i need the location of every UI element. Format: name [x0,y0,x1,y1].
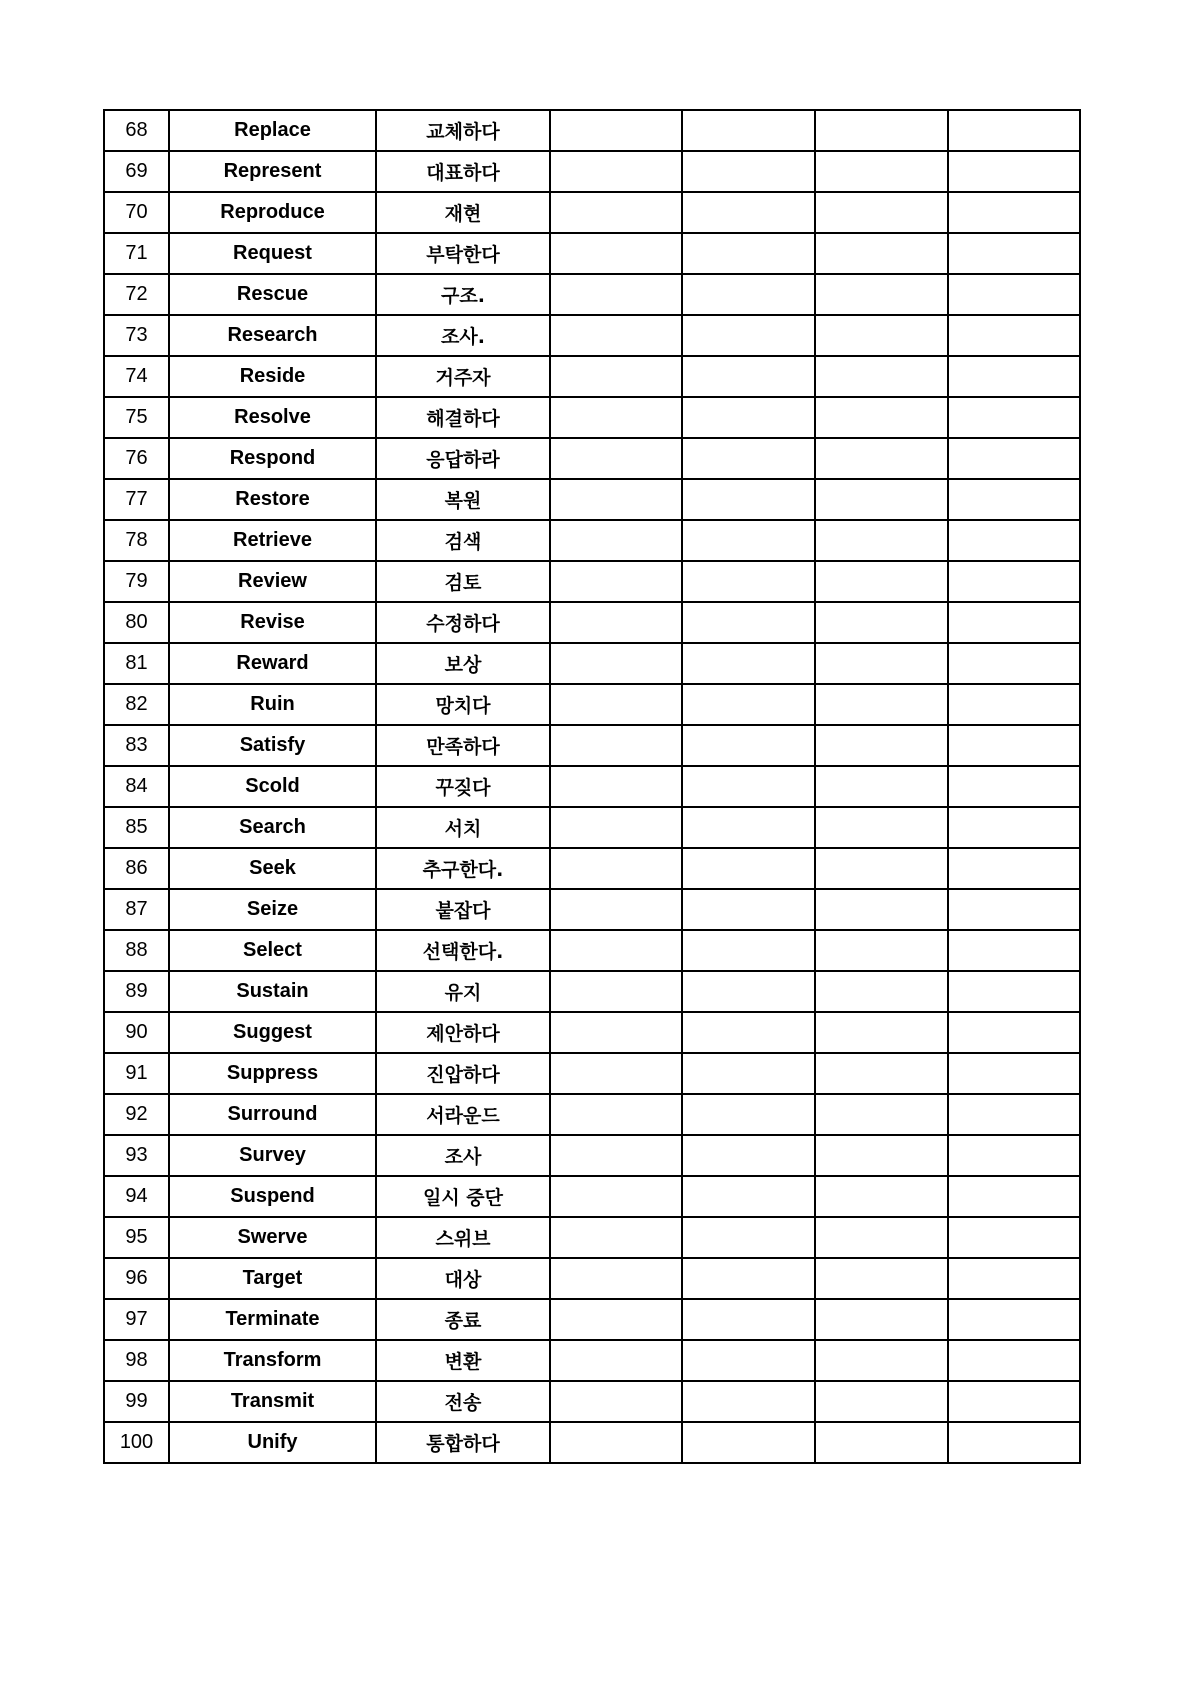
blank-cell [550,725,682,766]
blank-cell [948,1217,1080,1258]
blank-cell [948,889,1080,930]
blank-cell [550,1135,682,1176]
table-row [104,684,1080,725]
english-word: Replace [169,110,376,151]
english-word: Suspend [169,1176,376,1217]
row-number: 81 [104,643,169,684]
korean-meaning: 대표하다 [376,151,550,192]
blank-cell [550,848,682,889]
blank-cell [550,1340,682,1381]
korean-meaning: 구조. [376,274,550,315]
english-word: Search [169,807,376,848]
korean-meaning: 수정하다 [376,602,550,643]
row-number: 78 [104,520,169,561]
row-number: 72 [104,274,169,315]
blank-cell [948,1135,1080,1176]
blank-cell [815,930,948,971]
blank-cell [815,1135,948,1176]
blank-cell [682,274,815,315]
blank-cell [550,643,682,684]
blank-cell [815,1176,948,1217]
english-word: Reside [169,356,376,397]
korean-meaning: 조사 [376,1135,550,1176]
english-word: Scold [169,766,376,807]
table-row [104,1299,1080,1340]
row-number: 95 [104,1217,169,1258]
blank-cell [948,725,1080,766]
blank-cell [682,889,815,930]
blank-cell [815,1299,948,1340]
korean-meaning: 복원 [376,479,550,520]
english-word: Survey [169,1135,376,1176]
blank-cell [682,151,815,192]
blank-cell [815,1217,948,1258]
row-number: 84 [104,766,169,807]
blank-cell [550,1217,682,1258]
blank-cell [948,684,1080,725]
korean-meaning: 만족하다 [376,725,550,766]
blank-cell [815,438,948,479]
blank-cell [948,1299,1080,1340]
row-number: 86 [104,848,169,889]
row-number: 79 [104,561,169,602]
english-word: Request [169,233,376,274]
blank-cell [948,561,1080,602]
blank-cell [682,397,815,438]
table-row [104,192,1080,233]
blank-cell [948,602,1080,643]
english-word: Reward [169,643,376,684]
blank-cell [550,192,682,233]
row-number: 69 [104,151,169,192]
table-row [104,1340,1080,1381]
korean-meaning: 진압하다 [376,1053,550,1094]
table-row [104,233,1080,274]
blank-cell [815,766,948,807]
blank-cell [550,930,682,971]
row-number: 96 [104,1258,169,1299]
blank-cell [815,848,948,889]
blank-cell [815,356,948,397]
korean-meaning: 재현 [376,192,550,233]
blank-cell [550,766,682,807]
english-word: Terminate [169,1299,376,1340]
row-number: 94 [104,1176,169,1217]
blank-cell [948,766,1080,807]
english-word: Seize [169,889,376,930]
table-row [104,725,1080,766]
table-row [104,930,1080,971]
blank-cell [550,807,682,848]
blank-cell [948,1258,1080,1299]
row-number: 90 [104,1012,169,1053]
table-row [104,151,1080,192]
english-word: Transmit [169,1381,376,1422]
blank-cell [682,192,815,233]
blank-cell [815,807,948,848]
english-word: Rescue [169,274,376,315]
blank-cell [682,1012,815,1053]
vocabulary-table [103,109,1081,1464]
table-row [104,1258,1080,1299]
korean-meaning: 추구한다. [376,848,550,889]
table-row [104,807,1080,848]
english-word: Retrieve [169,520,376,561]
table-row [104,1381,1080,1422]
blank-cell [682,848,815,889]
table-row [104,766,1080,807]
blank-cell [815,397,948,438]
table-row [104,397,1080,438]
blank-cell [948,1094,1080,1135]
blank-cell [682,602,815,643]
blank-cell [682,1422,815,1463]
english-word: Target [169,1258,376,1299]
table-row [104,1135,1080,1176]
english-word: Revise [169,602,376,643]
blank-cell [948,520,1080,561]
blank-cell [815,520,948,561]
blank-cell [682,315,815,356]
table-row [104,274,1080,315]
blank-cell [682,110,815,151]
blank-cell [815,971,948,1012]
blank-cell [550,274,682,315]
blank-cell [550,110,682,151]
table-row [104,356,1080,397]
korean-meaning: 스위브 [376,1217,550,1258]
blank-cell [815,1258,948,1299]
row-number: 83 [104,725,169,766]
blank-cell [948,848,1080,889]
table-row [104,520,1080,561]
table-row [104,1422,1080,1463]
row-number: 71 [104,233,169,274]
blank-cell [948,438,1080,479]
row-number: 91 [104,1053,169,1094]
blank-cell [550,438,682,479]
korean-meaning: 응답하라 [376,438,550,479]
english-word: Ruin [169,684,376,725]
korean-meaning: 꾸짖다 [376,766,550,807]
blank-cell [550,356,682,397]
english-word: Restore [169,479,376,520]
row-number: 89 [104,971,169,1012]
table-row [104,643,1080,684]
english-word: Reproduce [169,192,376,233]
blank-cell [815,643,948,684]
blank-cell [815,315,948,356]
english-word: Satisfy [169,725,376,766]
blank-cell [815,1053,948,1094]
blank-cell [948,356,1080,397]
table-row [104,438,1080,479]
korean-meaning: 제안하다 [376,1012,550,1053]
korean-meaning: 전송 [376,1381,550,1422]
blank-cell [550,1094,682,1135]
blank-cell [815,684,948,725]
blank-cell [815,192,948,233]
blank-cell [550,1422,682,1463]
korean-meaning: 종료 [376,1299,550,1340]
table-row [104,1053,1080,1094]
korean-meaning: 해결하다 [376,397,550,438]
blank-cell [682,971,815,1012]
blank-cell [550,479,682,520]
english-word: Research [169,315,376,356]
blank-cell [550,561,682,602]
blank-cell [948,151,1080,192]
korean-meaning: 검토 [376,561,550,602]
blank-cell [682,1381,815,1422]
blank-cell [682,1176,815,1217]
english-word: Seek [169,848,376,889]
english-word: Suppress [169,1053,376,1094]
blank-cell [550,889,682,930]
korean-meaning: 일시 중단 [376,1176,550,1217]
table-row [104,971,1080,1012]
english-word: Surround [169,1094,376,1135]
table-row [104,1176,1080,1217]
blank-cell [550,1012,682,1053]
korean-meaning: 부탁한다 [376,233,550,274]
korean-meaning: 통합하다 [376,1422,550,1463]
blank-cell [815,725,948,766]
blank-cell [682,233,815,274]
blank-cell [682,1053,815,1094]
row-number: 98 [104,1340,169,1381]
korean-meaning: 서치 [376,807,550,848]
table-row [104,110,1080,151]
row-number: 73 [104,315,169,356]
blank-cell [682,561,815,602]
english-word: Swerve [169,1217,376,1258]
blank-cell [948,807,1080,848]
row-number: 77 [104,479,169,520]
row-number: 68 [104,110,169,151]
blank-cell [948,192,1080,233]
english-word: Review [169,561,376,602]
row-number: 87 [104,889,169,930]
blank-cell [815,1094,948,1135]
blank-cell [815,274,948,315]
blank-cell [948,479,1080,520]
blank-cell [682,725,815,766]
blank-cell [682,1094,815,1135]
korean-meaning: 조사. [376,315,550,356]
table-row [104,889,1080,930]
blank-cell [815,110,948,151]
korean-meaning: 서라운드 [376,1094,550,1135]
blank-cell [815,1381,948,1422]
blank-cell [948,971,1080,1012]
blank-cell [815,233,948,274]
blank-cell [550,1176,682,1217]
blank-cell [815,1340,948,1381]
table-row [104,602,1080,643]
blank-cell [948,1340,1080,1381]
korean-meaning: 망치다 [376,684,550,725]
blank-cell [682,1258,815,1299]
blank-cell [682,356,815,397]
blank-cell [682,930,815,971]
blank-cell [682,684,815,725]
blank-cell [550,315,682,356]
blank-cell [682,1299,815,1340]
korean-meaning: 변환 [376,1340,550,1381]
row-number: 92 [104,1094,169,1135]
blank-cell [682,479,815,520]
blank-cell [682,766,815,807]
table-row [104,1094,1080,1135]
row-number: 82 [104,684,169,725]
blank-cell [550,1381,682,1422]
table-row [104,479,1080,520]
blank-cell [948,1012,1080,1053]
english-word: Transform [169,1340,376,1381]
blank-cell [682,643,815,684]
table-row [104,1012,1080,1053]
row-number: 75 [104,397,169,438]
row-number: 80 [104,602,169,643]
blank-cell [550,602,682,643]
row-number: 99 [104,1381,169,1422]
blank-cell [815,561,948,602]
english-word: Represent [169,151,376,192]
blank-cell [550,233,682,274]
blank-cell [550,1299,682,1340]
row-number: 97 [104,1299,169,1340]
blank-cell [815,602,948,643]
blank-cell [948,1381,1080,1422]
blank-cell [948,1176,1080,1217]
korean-meaning: 거주자 [376,356,550,397]
blank-cell [948,930,1080,971]
blank-cell [682,520,815,561]
blank-cell [815,1422,948,1463]
table-row [104,315,1080,356]
blank-cell [550,397,682,438]
english-word: Select [169,930,376,971]
blank-cell [948,1422,1080,1463]
table-row [104,1217,1080,1258]
blank-cell [682,1217,815,1258]
blank-cell [682,807,815,848]
blank-cell [948,274,1080,315]
blank-cell [948,233,1080,274]
blank-cell [948,110,1080,151]
row-number: 76 [104,438,169,479]
korean-meaning: 선택한다. [376,930,550,971]
blank-cell [948,315,1080,356]
table-row [104,561,1080,602]
korean-meaning: 검색 [376,520,550,561]
blank-cell [948,643,1080,684]
row-number: 70 [104,192,169,233]
blank-cell [550,684,682,725]
english-word: Suggest [169,1012,376,1053]
blank-cell [948,1053,1080,1094]
table-row [104,848,1080,889]
blank-cell [815,889,948,930]
blank-cell [948,397,1080,438]
blank-cell [682,1340,815,1381]
blank-cell [550,151,682,192]
row-number: 88 [104,930,169,971]
blank-cell [682,438,815,479]
row-number: 100 [104,1422,169,1463]
blank-cell [550,1053,682,1094]
blank-cell [815,1012,948,1053]
row-number: 93 [104,1135,169,1176]
row-number: 74 [104,356,169,397]
english-word: Resolve [169,397,376,438]
korean-meaning: 붙잡다 [376,889,550,930]
blank-cell [550,520,682,561]
korean-meaning: 보상 [376,643,550,684]
blank-cell [550,1258,682,1299]
english-word: Unify [169,1422,376,1463]
korean-meaning: 유지 [376,971,550,1012]
blank-cell [815,479,948,520]
english-word: Sustain [169,971,376,1012]
korean-meaning: 대상 [376,1258,550,1299]
blank-cell [550,971,682,1012]
blank-cell [815,151,948,192]
english-word: Respond [169,438,376,479]
blank-cell [682,1135,815,1176]
row-number: 85 [104,807,169,848]
korean-meaning: 교체하다 [376,110,550,151]
